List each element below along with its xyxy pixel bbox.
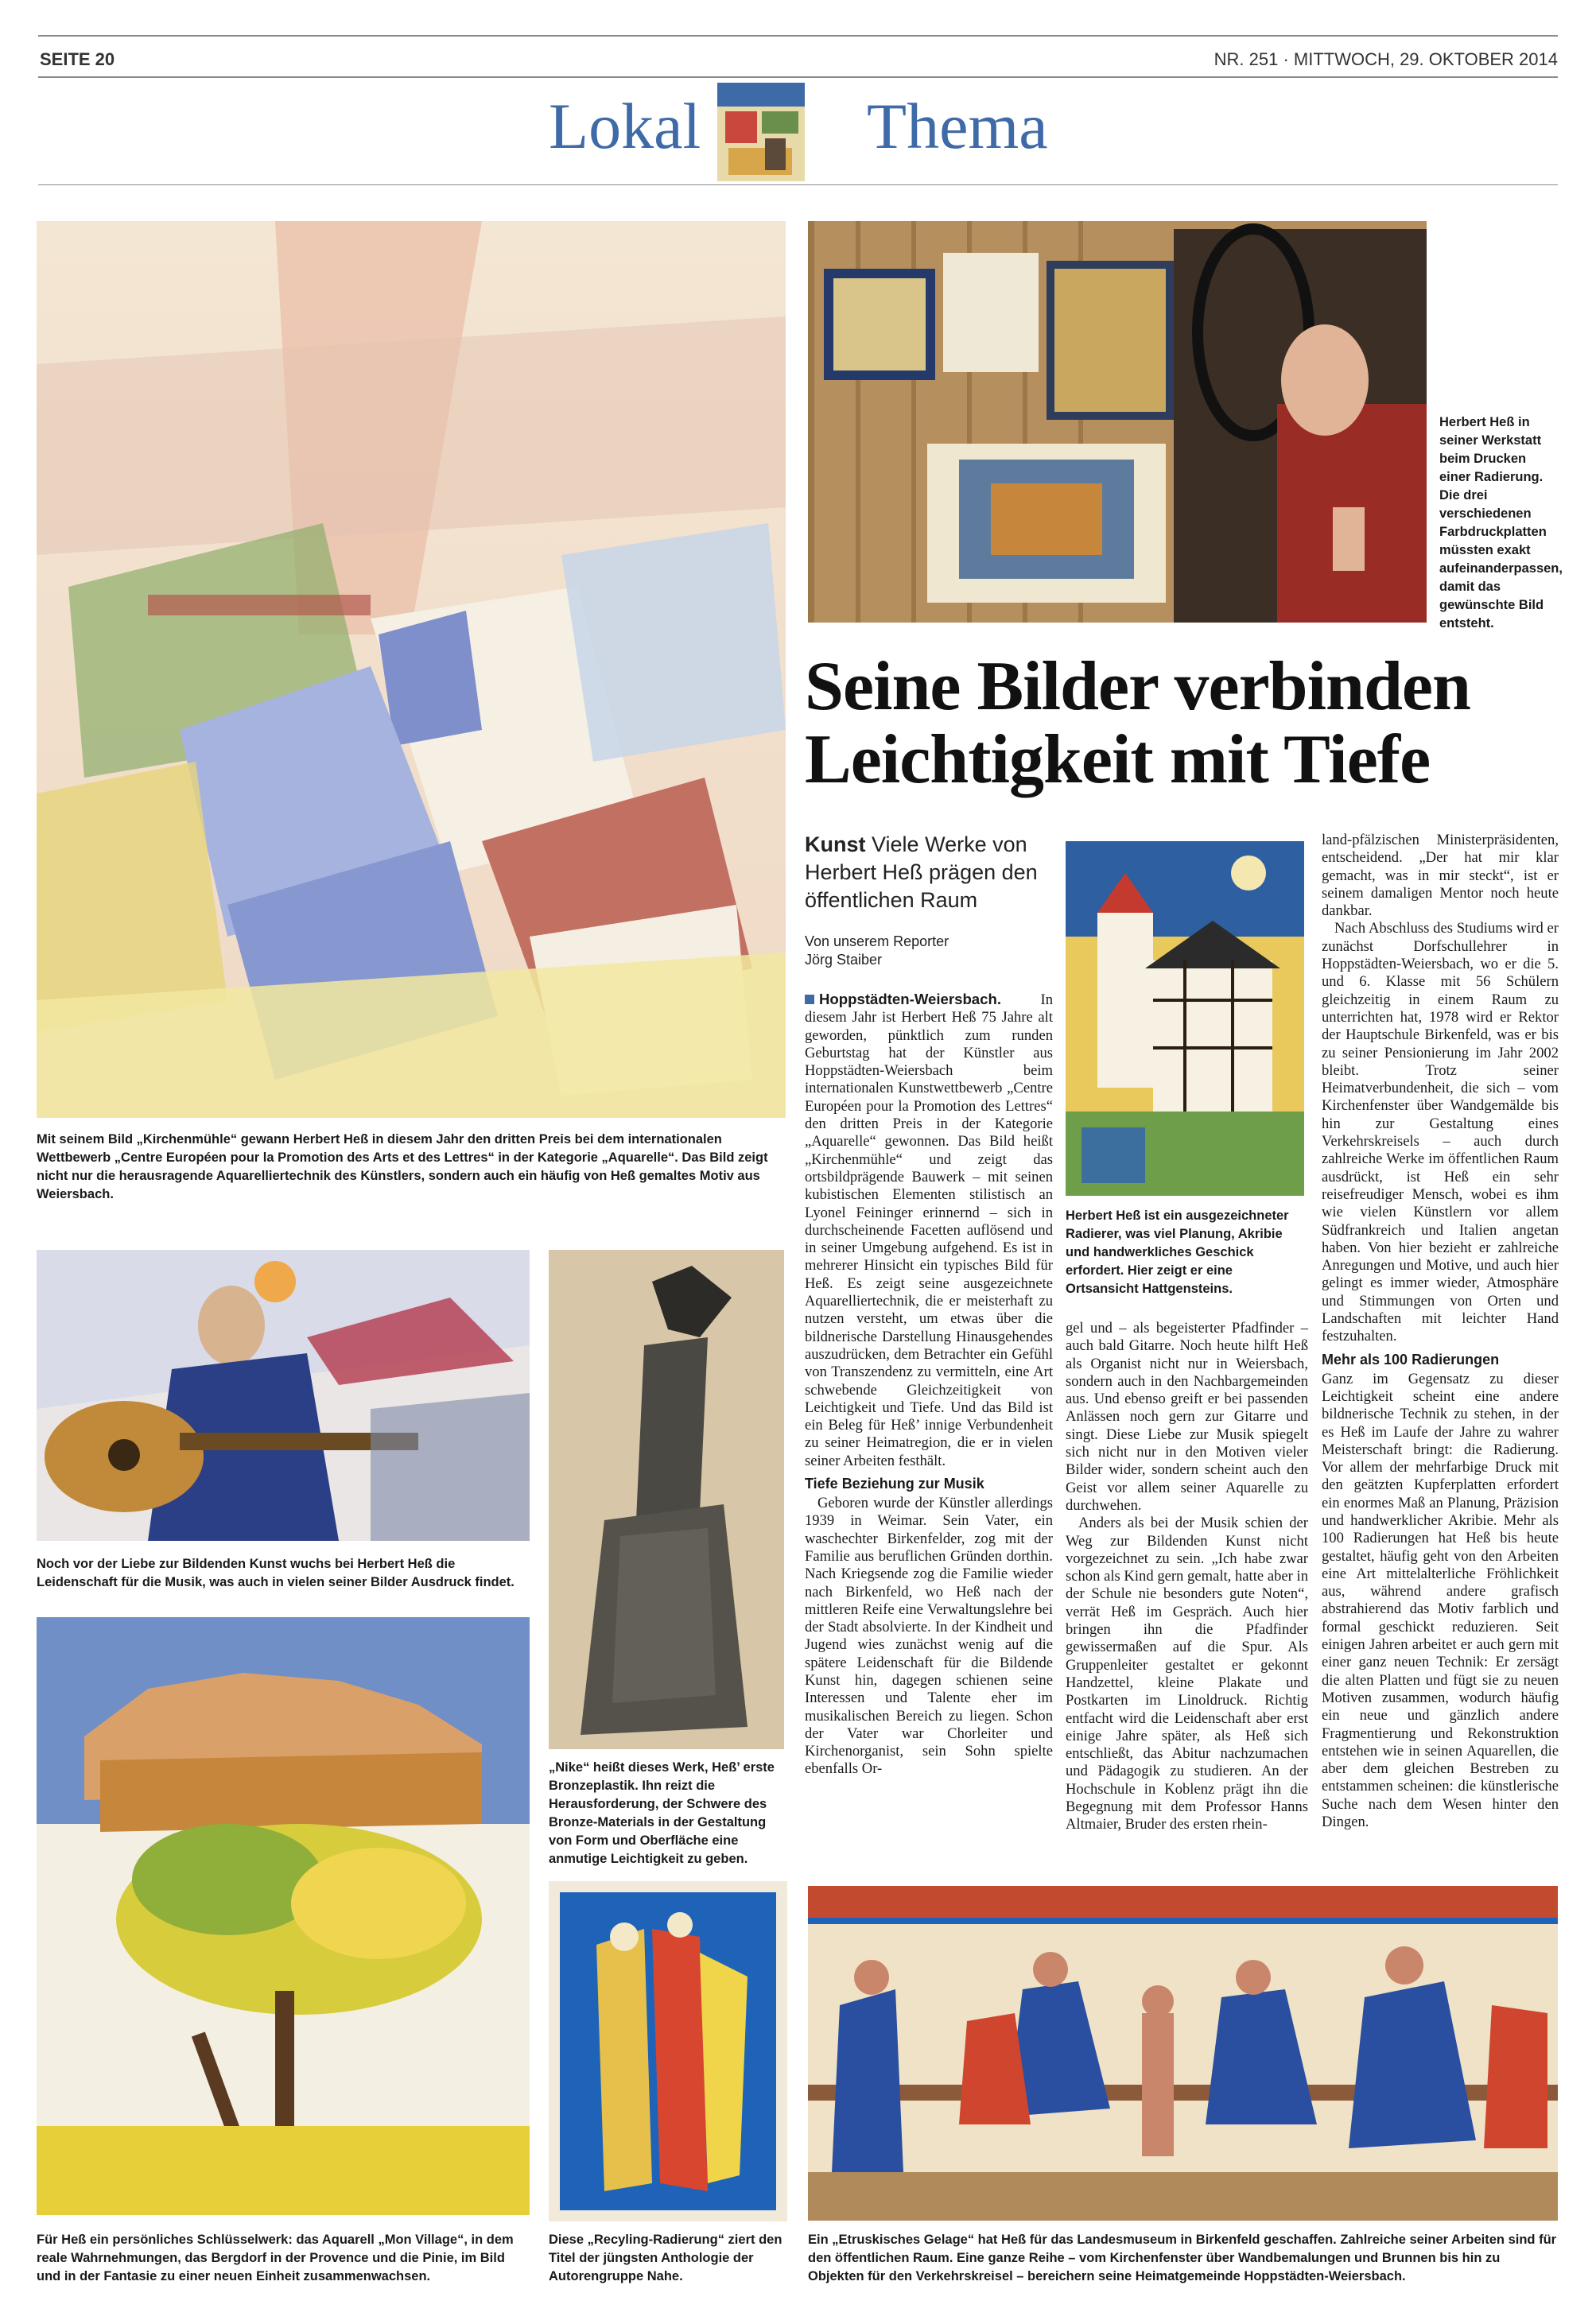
teaser [805,831,1051,914]
teaser-label: Kunst [805,832,866,856]
etruscan-mural [808,1886,1558,2221]
guitar-painting [37,1250,530,1541]
article-column-1 [805,991,1053,1779]
mon-village-painting [37,1617,530,2215]
subhead-etchings: Mehr als 100 Radierungen [1322,1351,1500,1368]
col2-paragraph-1: gel und – als begeisterter Pfadfinder – auch bald Gitarre. Noch heute hilft Heß als Organist nicht nur in Weiersbach, sondern auch in den Nachbargemeinden aus. Und ebenso greift er bei passenden Anlässen noch gern zur Gitarre und singt. Diese Liebe zur Musik spiegelt sich nicht nur in den Motiven vieler Bilder wider, sondern scheint auch den Geist vor allem seiner Aquarelle zu durchwehen. [1066,1320,1308,1514]
kicker-logo [717,83,805,181]
workshop-photo [808,221,1427,623]
location-marker [805,995,814,1004]
col3-paragraph-2: Nach Abschluss des Studiums wird er zunächst Dorfschullehrer in Hoppstädten-Weiersbach, wo er die 5. und 6. Klasse mit 56 Schülern gleichzeitig in einem Raum zu unterrichten hat, 1978 wird er Rektor der Hauptschule Birkenfeld, was er bis zu seiner Pensionierung im Jahr 2002 bleibt. Trotz seiner Heimatverbundenheit, die sich – vom Kirchenfenster über Wandgemälde bis hin zur Gestaltung eines Verkehrskreisels – auch durch zahlreiche Werke im öffentlichen Raum ausdrückt, ist Heß ein sehr reisefreudiger Mensch, wobei es ihm wie vielen Künstlern vor allem Südfrankreich und Italien angetan haben. Von hier bezieht er zahlreiche Anregungen und Motive, und auch hier gelingt es immer wieder, Atmosphäre und Stimmungen von Orten und Landschaften mit leichter Hand festzuhalten. [1322,920,1559,1345]
col3-paragraph-1: land-pfälzischen Ministerpräsidenten, entscheidend. „Der hat mir klar gemacht, was in mir steckt“, ist er seinem damaligen Mentor noch heute dankbar. [1322,832,1559,920]
kirchenmuehle-painting [37,221,786,1118]
page-number: SEITE 20 [40,49,115,69]
byline-line-1: Von unserem Reporter [805,933,949,949]
caption-guitar: Noch vor der Liebe zur Bildenden Kunst wuchs bei Herbert Heß die Leidenschaft für die Musik, was auch in vielen seiner Bilder Ausdruck findet. [37,1557,515,1589]
nike-sculpture [549,1250,784,1749]
kicker-left: Lokal [549,90,701,162]
header-bottom-rule [38,184,1558,185]
caption-recycling: Diese „Recyling-Radierung“ ziert den Titel der jüngsten Anthologie der Autorengruppe Nahe. [549,2233,782,2283]
issue-date: NR. 251 · MITTWOCH, 29. OKTOBER 2014 [1214,49,1558,69]
top-rule [38,35,1558,37]
caption-nike: „Nike“ heißt dieses Werk, Heß’ erste Bronzeplastik. Ihn reizt die Herausforderung, der Schwere des Bronze-Materials in der Gestaltung von Form und Oberfläche eine anmutige Leichtigkeit zu geben. [549,1760,775,1866]
col1-paragraph-2: Geboren wurde der Künstler allerdings 1939 in Weimar. Sein Vater, ein waschechter Birkenfelder, zog mit der Familie aus beruflichen Gründen dorthin. Nach Kriegsende zog die Familie wieder nach Birkenfeld, wo Heß nach der mittleren Reife eine Verwaltungslehre bei der Stadt absolvierte. In der Kindheit und Jugend wies zunächst wenig auf die spätere Leidenschaft für die Bildende Kunst hin, dagegen schienen seine Interessen und Talente eher im musikalischen Bereich zu liegen. Schon der Vater war Chorleiter und Kirchenorganist, sein Sohn spielte ebenfalls Or- [805,1495,1053,1778]
byline-author: Jörg Staiber [805,952,883,968]
col3-paragraph-3: Ganz im Gegensatz zu dieser Leichtigkeit scheint eine andere bildnerische Technik zu stehen, in der es Heß im Laufe der Jahre zu wahrer Meisterschaft bringt: die Radierung. Vor allem der mehrfarbige Druck mit den geätzten Kupferplatten erfordert ein enormes Maß an Planung, Präzision und handwerklicher Akribie. Mehr als 100 Radierungen hat Heß bis heute gestaltet, häufig geht von den Arbeiten eine Art mittelalterliche Fröhlichkeit aus, während andere grafisch abstrahierend das Motiv farblich und formal geschickt reduzieren. Seit einigen Jahren arbeitet er auch gern mit einer ganz neuen Technik: Er zersägt die alten Platten und fügt sie zu neuen Motiven zusammen, wodurch häufig ein neue und gänzlich andere Fragmentierung und Rekonstruktion entstehen wie in seinen Aquarellen, die aber dem gleichen Bestreben zu entstammen scheinen: die künstlerische Suche nach dem Wesen hinter den Dingen. [1322,1370,1559,1831]
headline [805,650,1552,797]
byline [805,933,1051,969]
col1-paragraph-1: In diesem Jahr ist Herbert Heß 75 Jahre alt geworden, pünktlich zum runden Geburtstag hat der Künstler aus Hoppstädten-Weiersbach beim internationalen Kunstwettbewerb „Centre Européen pour la Promotion des Lettres“ den dritten Preis in der Kategorie „Aquarelle“ gewonnen. Das Bild heißt „Kirchenmühle“ und zeigt das ortsbildprägende Bauwerk – mit seinen kubistischen Elementen stilistisch an Lyonel Feininger erinnernd – sich in durchscheinende Facetten auflösend und in seiner Umgebung aufgehend. Es ist in mehrerer Hinsicht ein typisches Bild für Heß. Es zeigt seine ausgezeichnete Aquarelliertechnik, die er meisterhaft zu nutzen versteht, um etwas über die bildnerische Darstellung Hinausgehendes auszudrücken, dem Betrachter ein Gefühl von Transzendenz zu vermitteln, eine Art schwebende Gleichzeitigkeit von Leichtigkeit und Tiefe. Und das Bild ist ein Beleg für Heß’ innige Verbundenheit zu seiner Heimatregion, die er in vielen seiner Arbeiten festhält. [805,991,1053,1469]
recycling-etching [549,1881,787,2221]
caption-village: Für Heß ein persönliches Schlüsselwerk: das Aquarell „Mon Village“, in dem reale Wahrnehmungen, das Bergdorf in der Provence und die Pinie, im Bild und in der Fantasie zu einer neuen Einheit zusammenwachsen. [37,2233,514,2283]
col2-paragraph-2: Anders als bei der Musik schien der Weg zur Bildenden Kunst nicht vorgezeichnet zu sein. „Ich habe zwar schon als Kind gern gemalt, hatte aber in der Schule nie besonders gute Noten“, verrät Heß im Gespräch. Auch hier bringen ihn die Pfadfinder gewissermaßen auf die Spur. Als Gruppenleiter gestaltet er gekonnt Handzettel, kleine Plakate und Postkarten im Linoldruck. Richtig entfacht wird die Leidenschaft aber erst einige Jahre später, als Heß sich entschließt, das Abitur nachzumachen und Pädagogik zu studieren. An der Hochschule in Koblenz prägt ihn die Begegnung mit dem Professor Hanns Altmaier, Bruder des ersten rhein- [1066,1515,1308,1833]
caption-etruscan: Ein „Etruskisches Gelage“ hat Heß für das Landesmuseum in Birkenfeld geschaffen. Zahlreiche seiner Arbeiten sind für den öffentlichen Raum. Eine ganze Reihe – vom Kirchenfenster über Wandbemalungen und Brunnen bis hin zu Objekten für den Verkehrskreisel – bereichern seine Heimatgemeinde Hoppstädten-Weiersbach. [808,2233,1557,2283]
article-column-2 [1066,1320,1308,1834]
article-column-3 [1322,832,1559,1831]
subhead-music: Tiefe Beziehung zur Musik [805,1476,984,1492]
header-rule [38,76,1558,78]
hattgenstein-etching [1066,841,1304,1196]
caption-radierer: Herbert Heß ist ein ausgezeichneter Radierer, was viel Planung, Akribie und handwerkliches Geschick erfordert. Hier zeigt er eine Ortsansicht Hattgensteins. [1066,1209,1289,1296]
caption-kirchenmuehle: Mit seinem Bild „Kirchenmühle“ gewann Herbert Heß in diesem Jahr den dritten Preis bei dem internationalen Wettbewerb „Centre Européen pour la Promotion des Arts et des Lettres“ in der Kategorie „Aquarelle“. Das Bild zeigt nicht nur die herausragende Aquarelliertechnik des Künstlers, sondern auch ein häufig von Heß gemaltes Motiv aus Weiersbach. [37,1132,768,1201]
caption-printing: Herbert Heß in seiner Werkstatt beim Drucken einer Radierung. Die drei verschiedenen Farbdruckplatten müssten exakt aufeinanderpassen, damit das gewünschte Bild entsteht. [1439,415,1563,630]
headline-line-2: Leichtigkeit mit Tiefe [805,721,1431,798]
teaser-text: Viele Werke von Herbert Heß prägen den öffentlichen Raum [805,832,1038,912]
headline-line-1: Seine Bilder verbinden [805,648,1470,725]
dateline-location: Hoppstädten-Weiersbach. [819,991,1002,1007]
kicker-right: Thema [867,90,1048,162]
